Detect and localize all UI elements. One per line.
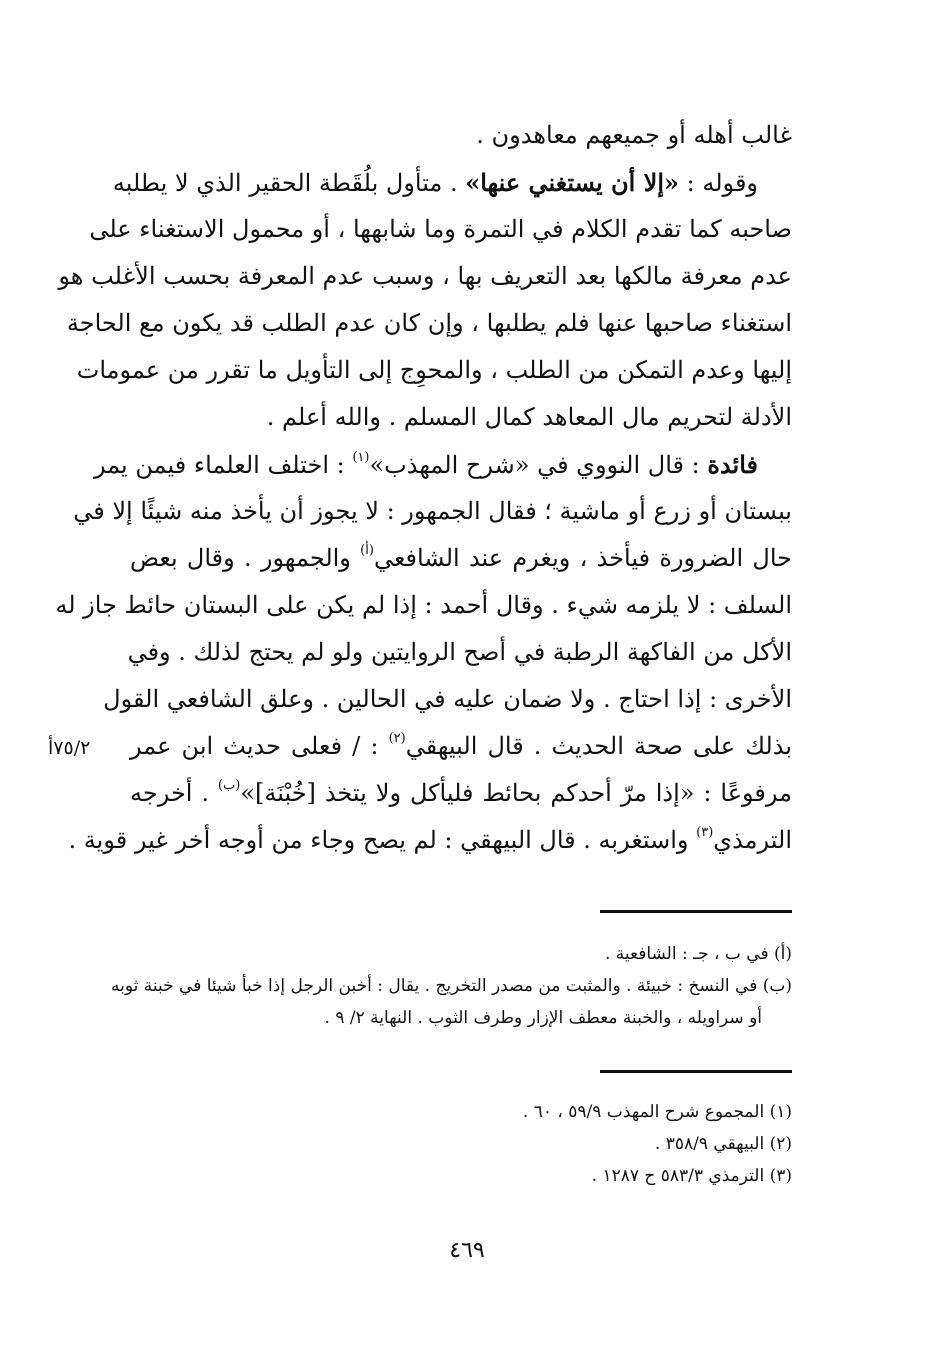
footnote-item: (٢) البيهقي ٣٥٨/٩ . [654,1134,792,1154]
footnote-ref: (١) [352,450,370,465]
text-line: الأخرى : إذا احتاج . ولا ضمان عليه في الحالين . وعلق الشافعي القول [103,685,792,713]
text-line: الأدلة لتحريم مال المعاهد كمال المسلم . والله أعلم . [266,403,792,431]
text-line: الترمذي$^{(٣)}$ واستغربه . قال البيهقي : لم يصح وجاء من أوجه أخر غير قوية . [68,825,792,854]
reference-notes [120,1096,792,1192]
text-line: عدم معرفة مالكها بعد التعريف بها ، وسبب عدم المعرفة بحسب الأغلب هو [58,262,792,290]
footnote-item: (١) المجموع شرح المهذب ٥٩/٩ ، ٦٠ . [522,1102,792,1122]
benefit-heading: فائدة [707,450,758,479]
text-line: حال الضرورة فيأخذ ، ويغرم عند الشافعي$^{(أ)}$ والجمهور . وقال بعض [130,543,792,572]
footnote-ref: (أ) [360,543,374,558]
footnote-divider [600,910,792,913]
text-line: إليها وعدم التمكن من الطلب ، والمحوِج إلى التأويل ما تقرر من عمومات [76,356,792,384]
text-line: استغناء صاحبها عنها فلم يطلبها ، وإن كان عدم الطلب قد يكون مع الحاجة [66,309,792,337]
manuscript-folio-marker: ٧٥/٢أ [48,737,91,759]
text-line: غالب أهله أو جميعهم معاهدون . [476,121,792,149]
text-line: بذلك على صحة الحديث . قال البيهقي$^{(٢)}$ : / فعلى حديث ابن عمر [130,731,793,760]
footnote-item: (أ) في ب ، جـ : الشافعية . [604,944,792,964]
text-line: السلف : لا يلزمه شيء . وقال أحمد : إذا لم يكن على البستان حائط جاز له [55,591,792,619]
footnote-ref: (٢) [388,731,406,746]
text-line: ببستان أو زرع أو ماشية ؛ فقال الجمهور : لا يجوز أن يأخذ منه شيئًا إلا في [73,497,792,525]
text-line: فائدة : قال النووي في «شرح المهذب»$^{(١)}$ : اختلف العلماء فيمن يمر [93,450,758,479]
page-number: ٤٦٩ [449,1238,485,1263]
footnote-item: (٣) الترمذي ٥٨٣/٣ ح ١٢٨٧ . [591,1166,792,1186]
footnote-item-continued: أو سراويله ، والخبنة معطف الإزار وطرف الثوب . النهاية ٢/ ٩ . [324,1008,762,1028]
text-line: وقوله : «إلا أن يستغني عنها» . متأول بلُقَطة الحقير الذي لا يطلبه [112,168,758,197]
variant-notes [111,938,792,1034]
footnote-ref: (ب) [217,778,241,793]
hadith-quote: «إلا أن يستغني عنها» [465,168,680,197]
footnote-item: (ب) في النسخ : خبيئة . والمثبت من مصدر التخريج . يقال : أخبن الرجل إذا خبأ شيئا في خبنة ثوبه [111,976,792,996]
text-line: مرفوعًا : «إذا مرّ أحدكم بحائط فليأكل ولا يتخذ [خُبْنَة]»$^{(ب)}$ . أخرجه [130,778,792,807]
footnote-ref: (٣) [696,825,714,840]
text-line: الأكل من الفاكهة الرطبة في أصح الروايتين ولو لم يحتج لذلك . وفي [127,638,792,666]
footnote-divider [600,1070,792,1073]
text-line: صاحبه كما تقدم الكلام في التمرة وما شابهها ، أو محمول الاستغناء على [89,215,792,243]
